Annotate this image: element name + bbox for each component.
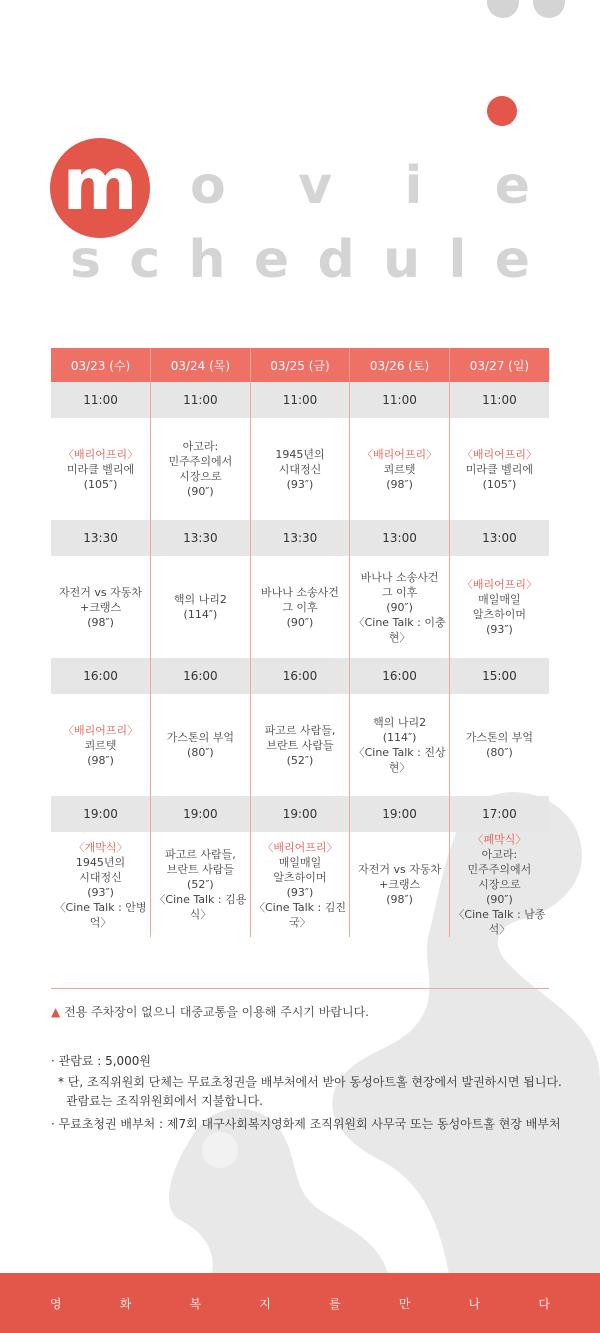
time-cell: 11:00 (151, 382, 251, 418)
movie-line: 민주주의에서 (467, 863, 532, 876)
date-header: 03/26 (토) (350, 348, 450, 382)
time-cell: 13:30 (250, 520, 350, 556)
time-cell: 19:00 (151, 796, 251, 832)
decor-dot-red (487, 96, 517, 126)
footer-char: 다 (538, 1296, 550, 1311)
time-cell: 13:30 (51, 520, 151, 556)
movie-line: 〈Cine Talk : 이충현〉 (353, 615, 446, 644)
movie-line: 알츠하이머 (273, 870, 327, 884)
movie-row (51, 556, 549, 658)
movie-cell (449, 832, 549, 937)
movie-line: 시장으로 (179, 470, 222, 483)
movie-line: (93″) (286, 885, 314, 899)
movie-line: (98″) (87, 615, 114, 629)
movie-cell (250, 694, 350, 796)
time-cell: 13:30 (151, 520, 251, 556)
title-letter: u (383, 230, 421, 290)
time-cell: 11:00 (350, 382, 450, 418)
movie-line: 바나나 소송사건 (360, 570, 439, 584)
movie-tag: 〈배리어프리〉 (262, 840, 338, 854)
movie-tag: 〈배리어프리〉 (461, 578, 537, 591)
movie-cell (250, 832, 350, 937)
title-word-schedule (70, 230, 530, 290)
movie-cell (250, 556, 350, 658)
movie-line: 시장으로 (478, 878, 521, 891)
time-cell: 19:00 (51, 796, 151, 832)
movie-tag: 〈배리어프리〉 (461, 447, 537, 461)
movie-line: (80″) (187, 746, 214, 759)
fee-info: · 관람료 : 5,000원 (51, 1054, 152, 1068)
time-cell: 11:00 (51, 382, 151, 418)
date-header: 03/24 (목) (151, 348, 251, 382)
movie-line: +크랭스 (379, 878, 421, 891)
movie-line: (52″) (286, 753, 314, 767)
movie-cell (350, 832, 450, 937)
movie-line: 매일매일 (278, 855, 322, 869)
time-cell: 16:00 (151, 658, 251, 694)
footer-char: 복 (189, 1296, 202, 1311)
fee-note-2: 관람료는 조직위원회에서 지불합니다. (66, 1094, 263, 1108)
footer-banner (0, 1273, 600, 1333)
movie-cell (51, 418, 151, 520)
movie-line: (93″) (87, 885, 114, 899)
schedule-table (51, 348, 549, 937)
footer-char: 영 (50, 1296, 62, 1311)
movie-cell (51, 694, 151, 796)
movie-line: 아고라: (481, 848, 518, 861)
title-word-movie (190, 156, 530, 216)
movie-cell (151, 832, 251, 937)
movie-line: (114″) (382, 731, 417, 744)
movie-line: (90″) (286, 615, 314, 629)
movie-tag: 〈폐막식〉 (472, 833, 527, 846)
title-letter: s (70, 230, 101, 290)
movie-line: +크랭스 (79, 600, 122, 614)
movie-line: 미라클 벨리에 (66, 462, 135, 476)
time-cell: 17:00 (449, 796, 549, 832)
triangle-icon: ▲ (51, 1005, 61, 1019)
movie-line: 핵의 나리2 (373, 716, 427, 729)
movie-line: 알츠하이머 (472, 608, 526, 621)
movie-line: 매일매일 (478, 593, 521, 606)
movie-line: 〈Cine Talk : 김진국〉 (253, 900, 346, 929)
movie-line: 자전거 vs 자동차 (59, 585, 143, 599)
schedule-bottom-line (51, 988, 549, 989)
footer-char: 지 (259, 1296, 271, 1311)
time-cell: 15:00 (449, 658, 549, 694)
girl-silhouette (150, 1080, 400, 1280)
time-row (51, 520, 549, 556)
title-letter: c (129, 230, 161, 290)
movie-row (51, 832, 549, 937)
movie-line: 1945년의 (275, 447, 325, 461)
movie-line: 1945년의 (75, 855, 126, 869)
date-header: 03/25 (금) (250, 348, 350, 382)
notice-text: 전용 주차장이 없으니 대중교통을 이용해 주시기 바랍니다. (64, 1005, 369, 1019)
title-letter: i (404, 156, 423, 216)
date-header: 03/23 (수) (51, 348, 151, 382)
movie-line: 가스톤의 부엌 (166, 731, 235, 744)
movie-line: 아고라: (182, 440, 219, 453)
movie-cell (350, 418, 450, 520)
movie-line: 쾨르텟 (383, 462, 416, 476)
movie-line: 시대정신 (79, 870, 122, 884)
movie-cell (51, 556, 151, 658)
movie-line: 브란트 사람들 (166, 863, 235, 876)
time-cell: 19:00 (250, 796, 350, 832)
time-cell: 11:00 (250, 382, 350, 418)
movie-line: (114″) (183, 608, 218, 621)
title-letter-m: m (62, 142, 138, 226)
title-letter: e (253, 230, 290, 290)
movie-line: 파고르 사람들, (264, 723, 336, 737)
movie-tag: 〈개막식〉 (73, 840, 128, 854)
title-letter: h (188, 230, 226, 290)
time-row (51, 658, 549, 694)
movie-row (51, 418, 549, 520)
title-letter: l (448, 230, 467, 290)
movie-line: (52″) (187, 878, 214, 891)
decor-dot-gray-1 (487, 0, 519, 18)
movie-line: 브란트 사람들 (266, 738, 334, 752)
movie-line: 〈Cine Talk : 남종석〉 (453, 908, 546, 936)
movie-tag: 〈배리어프리〉 (62, 447, 139, 461)
movie-cell (449, 694, 549, 796)
date-header: 03/27 (일) (449, 348, 549, 382)
distribution-info: · 무료초청권 배부처 : 제7회 대구사회복지영화제 조직위원회 사무국 또는 동성아트홀 현장 배부처 (51, 1117, 561, 1131)
movie-line: (93″) (286, 477, 314, 491)
movie-tag: 〈배리어프리〉 (362, 447, 438, 461)
time-cell: 19:00 (350, 796, 450, 832)
title-letter: e (494, 230, 530, 290)
decor-dot-gray-2 (533, 0, 565, 18)
title-letter: e (494, 156, 530, 216)
movie-cell (151, 694, 251, 796)
time-row (51, 382, 549, 418)
movie-line: 〈Cine Talk : 진상현〉 (353, 746, 446, 774)
footer-char: 나 (468, 1296, 481, 1311)
movie-line: 핵의 나리2 (173, 593, 227, 606)
movie-cell (151, 418, 251, 520)
movie-row (51, 694, 549, 796)
movie-line: 그 이후 (282, 600, 318, 614)
movie-line: 민주주의에서 (168, 455, 233, 468)
footer-char: 만 (398, 1296, 411, 1311)
movie-line: (90″) (386, 600, 413, 614)
movie-line: 시대정신 (278, 462, 322, 476)
movie-cell (449, 556, 549, 658)
movie-line: 그 이후 (381, 585, 418, 599)
time-cell: 13:00 (350, 520, 450, 556)
movie-line: (98″) (386, 893, 413, 906)
movie-line: 쾨르텟 (84, 738, 117, 752)
movie-line: (90″) (187, 485, 214, 498)
movie-line: (98″) (87, 753, 114, 767)
movie-cell (51, 832, 151, 937)
title-letter: v (298, 156, 333, 216)
movie-line: (105″) (482, 477, 517, 491)
date-header-row (51, 348, 549, 382)
time-cell: 16:00 (350, 658, 450, 694)
movie-tag: 〈배리어프리〉 (62, 723, 139, 737)
time-cell: 16:00 (51, 658, 151, 694)
movie-line: (105″) (83, 477, 118, 491)
title-letter: o (190, 156, 226, 216)
movie-line: 바나나 소송사건 (261, 585, 339, 599)
movie-line: (90″) (486, 893, 513, 906)
movie-cell (250, 418, 350, 520)
time-row (51, 796, 549, 832)
movie-line: (80″) (486, 746, 513, 759)
movie-line: (98″) (386, 477, 413, 491)
title-letter: d (317, 230, 355, 290)
movie-line: 미라클 벨리에 (465, 462, 534, 476)
time-cell: 16:00 (250, 658, 350, 694)
movie-line: 자전거 vs 자동차 (358, 863, 442, 876)
movie-line: 가스톤의 부엌 (465, 731, 534, 744)
movie-cell (350, 694, 450, 796)
movie-line: 〈Cine Talk : 김용식〉 (154, 893, 247, 921)
movie-cell (350, 556, 450, 658)
movie-line: 〈Cine Talk : 안병억〉 (54, 900, 147, 929)
footer-char: 를 (329, 1296, 341, 1311)
movie-line: 파고르 사람들, (165, 848, 236, 861)
time-cell: 13:00 (449, 520, 549, 556)
movie-line: (93″) (486, 623, 513, 636)
movie-cell (449, 418, 549, 520)
time-cell: 11:00 (449, 382, 549, 418)
parking-notice (51, 1003, 369, 1020)
movie-cell (151, 556, 251, 658)
fee-note: * 단, 조직위원회 단체는 무료초청권을 배부처에서 받아 동성아트홀 현장에서 발권하시면 됩니다. (58, 1075, 562, 1089)
footer-char: 화 (119, 1296, 132, 1311)
